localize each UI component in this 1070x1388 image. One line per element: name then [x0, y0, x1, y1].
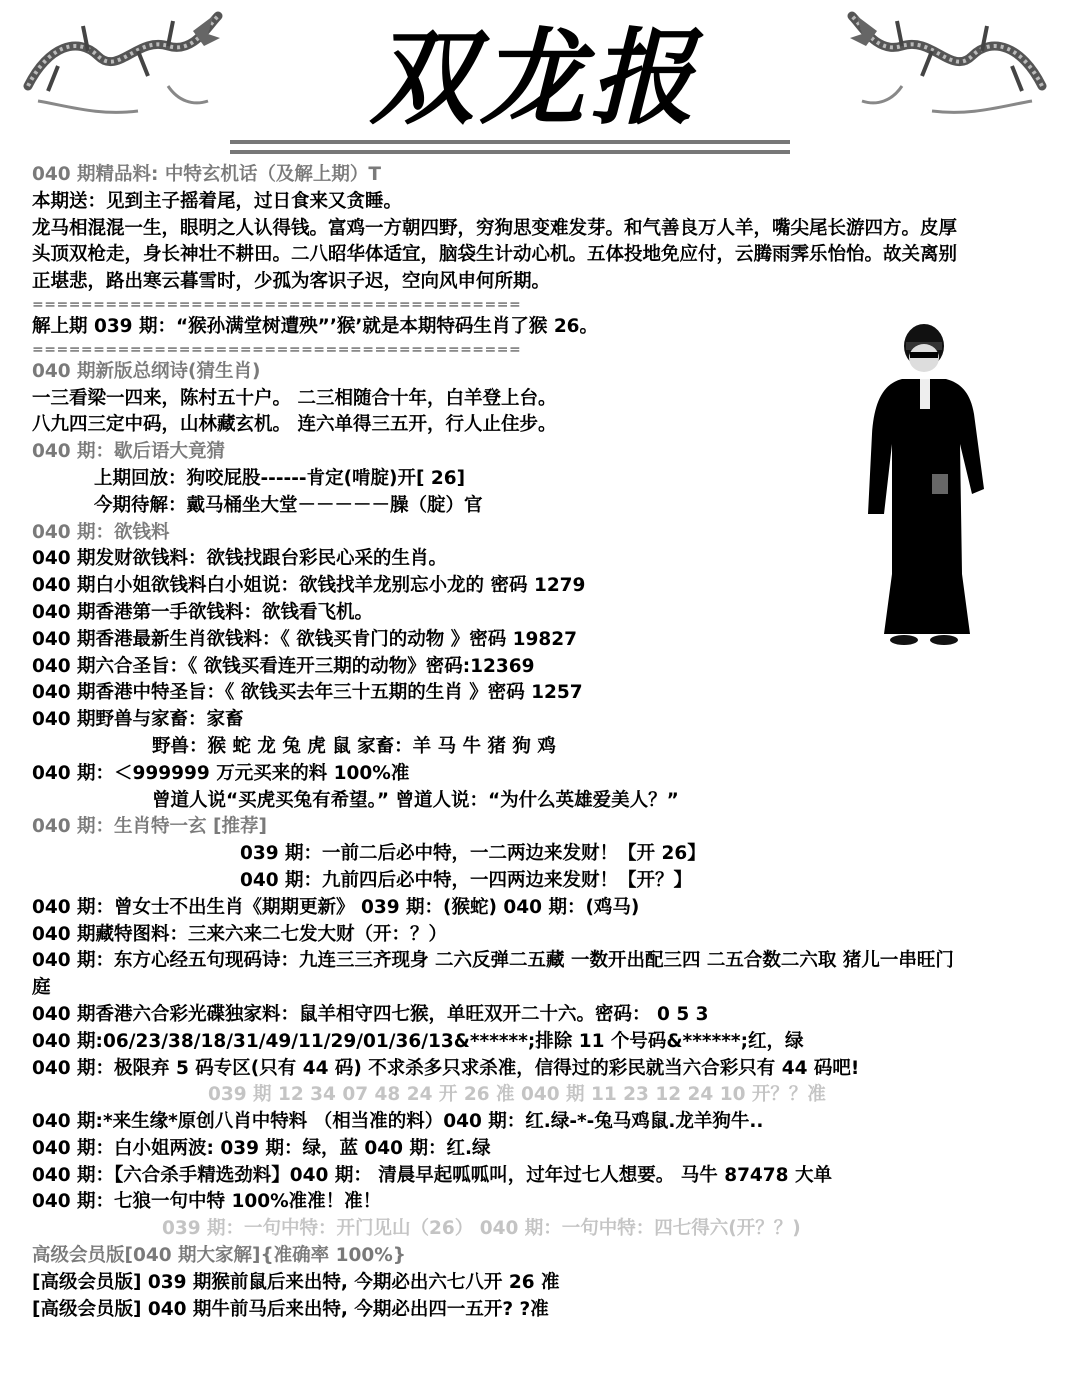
- text-line: 040 期六合圣旨：《 欲钱买看连开三期的动物》密码:12369: [32, 655, 535, 677]
- text-line: 本期送：见到主子摇着尾，过日食来又贪睡。: [32, 190, 403, 212]
- poem-paragraph: 龙马相混混一生，眼明之人认得钱。富鸡一方朝四野，穷狗思变难发芽。和气善良万人羊，嘴尖尾长游四方。皮厚头顶双枪走，身长神壮不耕田。二八昭华体适宜，脑袋生计动心机。五体投地免应付，云腾雨霁乐怡怡。故关离别正堪悲，路出寒云暮雪时，少孤为客识子迟，空向风申何所期。: [32, 217, 958, 293]
- text-line: 040 期：九前四后必中特，一四两边来发财！【开？】: [240, 869, 693, 891]
- text-line: [32, 1056, 1042, 1083]
- text-line: 040 期野兽与家畜：家畜: [32, 709, 244, 731]
- text-line: 野兽：猴 蛇 龙 兔 虎 鼠 家畜：羊 马 牛 猪 狗 鸡: [152, 735, 556, 757]
- separator: ========================================: [32, 296, 522, 313]
- text-line: 040 期香港中特圣旨：《 欲钱买去年三十五期的生肖 》密码 1257: [32, 682, 583, 704]
- article-body: [32, 162, 1042, 1323]
- text-line: 上期回放：狗咬屁股------肯定(啃腚)开[ 26]: [94, 467, 466, 489]
- masthead-rule: [230, 150, 790, 154]
- text-line: 040 期香港第一手欲钱料：欲钱看飞机。: [32, 601, 374, 623]
- text-line: 解上期 039 期：“猴孙满堂树遭殃”’猴’就是本期特码生肖了猴 26。: [32, 315, 599, 337]
- text-line: 040 期：【六合杀手精选劲料】040 期： 清晨早起呱呱叫，过年过七人想要。 马牛 87478 大单: [32, 1164, 832, 1186]
- text-line: 040 期：极限弃 5 码专区(只有 44 码) 不求杀多只求杀准，信得过的彩民就当六合彩只有 44 码吧!: [32, 1057, 860, 1079]
- text-line: 040 期：＜999999 万元买来的料 100%准: [32, 762, 410, 784]
- text-line: 040 期香港六合彩光碟独家料：鼠羊相守四七猴，单旺双开二十六。密码： 0 5 3: [32, 1003, 709, 1025]
- text-line: [高级会员版] 039 期猴前鼠后来出特, 今期必出六七八开 26 准: [32, 1271, 560, 1293]
- separator: ========================================: [32, 341, 522, 358]
- text-line: 040 期:06/23/38/18/31/49/11/29/01/36/13&******;排除 11 个号码&******;红，绿: [32, 1030, 804, 1052]
- text-line: 040 期香港最新生肖欲钱料：《 欲钱买肯门的动物 》密码 19827: [32, 628, 577, 650]
- section-heading: 040 期：欲钱料: [32, 521, 170, 543]
- text-line: 八九四三定中码，山林藏玄机。 连六单得三五开，行人止住步。: [32, 414, 557, 436]
- masthead-header: [0, 0, 1070, 160]
- text-line: 040 期：白小姐两波: 039 期：绿，蓝 040 期：红.绿: [32, 1137, 491, 1159]
- text-line: 040 期：七狼一句中特 100%准准！准！: [32, 1191, 382, 1213]
- dragon-left-image: [18, 6, 228, 126]
- text-line: 040 期发财欲钱料：欲钱找跟台彩民心采的生肖。: [32, 548, 448, 570]
- text-line: 040 期藏特图料：三来六来二七发大财（开：？）: [32, 923, 448, 945]
- text-line: 040 期：曾女士不出生肖《期期更新》 039 期：(猴蛇) 040 期：(鸡马): [32, 896, 640, 918]
- issue-headline: [32, 162, 1042, 189]
- text-line: 039 期：一前二后必中特，一二两边来发财！【开 26】: [240, 843, 706, 865]
- text-line: 040 期白小姐欲钱料白小姐说：欲钱找羊龙别忘小龙的 密码 1279: [32, 575, 586, 597]
- section-heading: 040 期：生肖特一玄 [推荐]: [32, 816, 267, 838]
- text-line: 040 期:*来生缘*原创八肖中特料 （相当准的料）040 期：红.绿-*-兔马鸡鼠.龙羊狗牛..: [32, 1111, 764, 1133]
- text-line: [高级会员版] 040 期牛前马后来出特, 今期必出四一五开? ?准: [32, 1298, 549, 1320]
- section-heading: 040 期：歇后语大竟猜: [32, 441, 226, 463]
- masthead-title: 双龙报: [369, 16, 700, 139]
- text-line: 今期待解：戴马桶坐大堂－－－－－臊（腚）官: [94, 494, 483, 516]
- masthead-rule: [230, 140, 790, 144]
- dragon-right-image: [842, 6, 1052, 126]
- text-line: 一三看梁一四来，陈村五十户。 二三相随合十年，白羊登上台。: [32, 387, 557, 409]
- text-line: 曾道人说“买虎买兔有希望。” 曾道人说：“为什么英雄爱美人？”: [152, 789, 679, 811]
- text-line: 039 期：一句中特：开门见山（26） 040 期：一句中特：四七得六(开？？): [162, 1218, 801, 1240]
- text-line: 039 期 12 34 07 48 24 开 26 准 040 期 11 23 12 24 10 开？？准: [208, 1084, 826, 1106]
- section-heading: 040 期新版总纲诗(猜生肖): [32, 360, 261, 382]
- text-line: 040 期：东方心经五句现码诗：九连三三齐现身 二六反弹二五藏 一数开出配三四 二五合数二六取 猪儿一串旺门庭: [32, 950, 954, 999]
- section-heading: 高级会员版[040 期大家解]{准确率 100%}: [32, 1245, 406, 1267]
- text-line: 040 期精品料: 中特玄机话（及解上期）T: [32, 164, 382, 185]
